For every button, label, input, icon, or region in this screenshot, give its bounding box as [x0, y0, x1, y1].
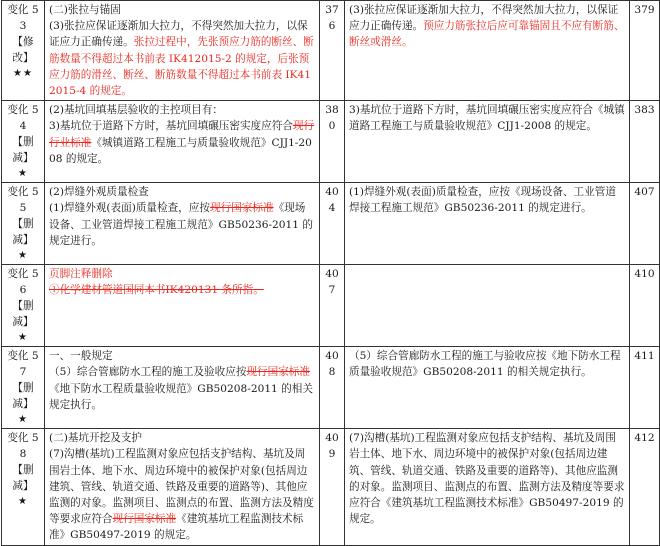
new-text-cell	[345, 1, 630, 101]
new-page-cell: 383	[630, 101, 660, 183]
old-page-cell: 407	[320, 265, 345, 347]
text-segment: 《建筑基坑工程监测技术标准》GB50497-2019 的规定。	[49, 513, 304, 542]
importance-stars: ★	[18, 496, 28, 508]
text-segment: (二)张拉与锚固	[49, 4, 121, 16]
change-label: 变化 54	[7, 104, 39, 133]
table-row	[2, 183, 660, 265]
change-id-cell	[2, 101, 45, 183]
changed-text: 张拉过程中，先张预应力筋的断丝、断筋数量不得超过本书前表 IK412015-2 的规定，后张预应力筋的滑丝、断丝、断筋数量不得超过本书前表 IK412015-4 的规定。	[49, 36, 314, 98]
text-segment: (7)沟槽(基坑)工程监测对象应包括支护结构、基坑及周围岩土体、地下水、周边环境中的被保护对象(包括周边建筑、管线、轨道交通、铁路及重要的道路等)、其他应监测的对象。监测项目、监测点的布置、监测方法及精度等要求应符合	[49, 448, 314, 526]
change-label: 变化 53	[7, 4, 39, 32]
deleted-text: 现行国家标准	[112, 513, 177, 526]
change-id-cell	[2, 347, 45, 429]
change-id-cell	[2, 1, 45, 101]
deleted-text: 现行国家标准	[246, 366, 310, 379]
new-page-cell: 410	[630, 265, 660, 347]
old-text-cell	[45, 265, 320, 347]
change-kind: 【删减】	[12, 464, 34, 493]
text-segment: 《现场设备、工业管道焊接工程施工规范》GB50236-2011 的规定进行。	[49, 202, 313, 247]
change-id-cell	[2, 265, 45, 347]
text-segment: (2)基坑回填基层验收的主控项目有：	[49, 104, 223, 117]
text-segment: (7)沟槽(基坑)工程监测对象应包括支护结构、基坑及周围岩土体、地下水、周边环境中的被保护对象(包括周边建筑、管线、轨道交通、铁路及重要的道路等)、其他应监测的对象。监测项目、监测点的布置、监测方法及精度等要求应符合《建筑基坑工程监测技术标准》GB50497-2019 的规定。	[349, 432, 625, 526]
old-text-cell	[45, 347, 320, 429]
new-text-line	[349, 184, 625, 216]
old-text-line	[49, 184, 315, 200]
old-page-cell: 380	[320, 101, 345, 183]
change-id-cell	[2, 183, 45, 265]
text-segment: (3)张拉应保证逐渐加大拉力，不得突然加大拉力，以保证应力正确传递。	[49, 20, 308, 49]
table-row	[2, 429, 660, 545]
text-segment: 一、一般规定	[49, 350, 113, 363]
text-segment: （5）综合管廊防水工程的施工及验收应按	[49, 366, 247, 379]
old-text-line	[49, 118, 315, 167]
old-page-cell: 404	[320, 183, 345, 265]
table-row	[2, 101, 660, 183]
importance-stars: ★	[18, 168, 28, 180]
change-kind: 【删减】	[12, 218, 34, 247]
text-segment: 3)基坑位于道路下方时，基坑回填碾压密实度应符合《城镇道路工程施工与质量验收规范》CJJ1-2008 的规定。	[349, 104, 625, 133]
new-text-line	[349, 430, 625, 527]
change-kind: 【修改】	[12, 36, 34, 64]
deleted-text: 现行国家标准	[210, 202, 274, 215]
old-text-cell	[45, 101, 320, 183]
old-text-line	[49, 200, 315, 249]
table-row	[2, 265, 660, 347]
new-text-line	[349, 102, 625, 134]
text-segment: （5）综合管廊防水工程的施工与验收应按《地下防水工程质量验收规范》GB50208-2011 的相关规定执行。	[349, 350, 621, 379]
old-text-line	[49, 282, 315, 298]
changed-text: 预应力筋张拉后应可靠锚固且不应有断筋、断丝或滑丝。	[349, 20, 625, 49]
importance-stars: ★	[18, 250, 28, 262]
new-page-cell: 407	[630, 183, 660, 265]
old-text-line	[49, 446, 315, 543]
new-page-cell: 379	[630, 1, 660, 101]
new-text-line	[349, 2, 625, 51]
text-segment: (3)张拉应保证逐渐加大拉力，不得突然加大拉力，以保证应力正确传递。	[349, 4, 619, 33]
old-text-line	[49, 430, 315, 446]
importance-stars: ★	[18, 414, 28, 426]
old-text-cell	[45, 183, 320, 265]
old-text-line	[49, 18, 315, 99]
new-text-cell	[345, 101, 630, 183]
new-page-cell: 412	[630, 429, 660, 545]
change-label: 变化 56	[7, 268, 39, 297]
text-segment: (二)基坑开挖及支护	[49, 432, 143, 445]
text-segment: (1)焊缝外观(表面)质量检查，应按	[49, 202, 210, 215]
text-segment: 《地下防水工程质量验收规范》GB50208-2011 的相关规定执行。	[49, 382, 313, 411]
text-segment: 3)基坑位于道路下方时，基坑回填碾压密实度应符合	[49, 120, 293, 133]
new-text-line	[349, 348, 625, 380]
old-page-cell: 376	[320, 1, 345, 101]
comparison-table	[1, 0, 660, 546]
old-text-line	[49, 348, 315, 364]
change-id-cell	[2, 429, 45, 545]
text-segment: (1)焊缝外观(表面)质量检查，应按《现场设备、工业管道焊接工程施工规范》GB50236-2011 的规定进行。	[349, 186, 616, 215]
change-kind: 【删减】	[12, 300, 34, 329]
new-text-cell	[345, 265, 630, 347]
change-label: 变化 58	[7, 432, 39, 461]
old-page-cell: 408	[320, 347, 345, 429]
importance-stars: ★★	[13, 68, 33, 79]
change-label: 变化 55	[7, 186, 39, 215]
new-text-cell	[345, 429, 630, 545]
old-text-line	[49, 364, 315, 413]
new-page-cell: 411	[630, 347, 660, 429]
old-page-cell: 409	[320, 429, 345, 545]
new-text-cell	[345, 183, 630, 265]
deleted-text: ①化学建材管道国同本书IK420131 条所指。	[49, 284, 264, 297]
change-label: 变化 57	[7, 350, 39, 379]
table-row	[2, 1, 660, 101]
deleted-text: 现行行业标准	[49, 120, 315, 149]
old-text-line	[49, 102, 315, 118]
old-text-cell	[45, 1, 320, 101]
change-kind: 【删减】	[12, 382, 34, 411]
importance-stars: ★	[18, 332, 28, 344]
old-text-cell	[45, 429, 320, 545]
old-text-line	[49, 2, 315, 18]
old-text-line	[49, 266, 315, 282]
change-kind: 【删减】	[12, 136, 34, 165]
table-body	[2, 1, 660, 546]
text-segment: 《城镇道路工程施工与质量验收规范》CJJ1-2008 的规定。	[49, 136, 312, 165]
text-segment: (2)焊缝外观质量检查	[49, 186, 149, 199]
table-row	[2, 347, 660, 429]
changed-text: 页脚注释删除	[49, 268, 113, 281]
new-text-cell	[345, 347, 630, 429]
